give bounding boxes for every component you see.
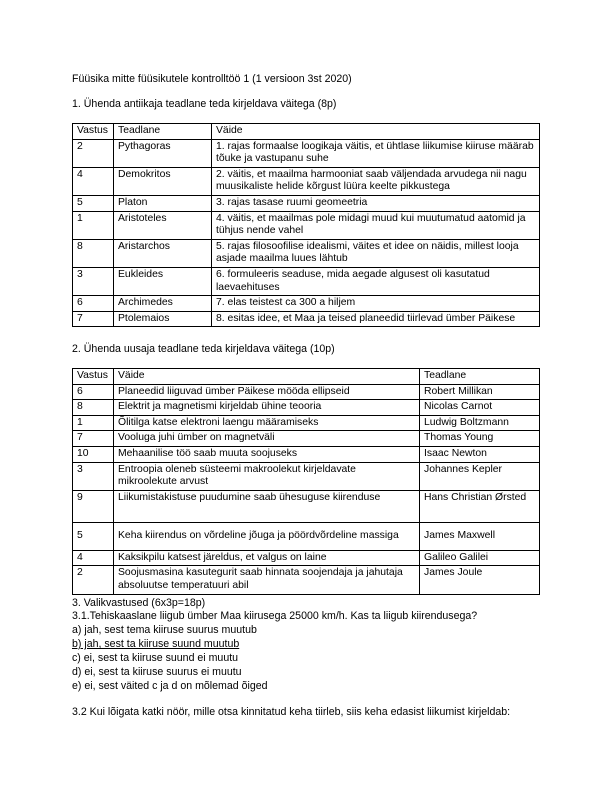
answer-cell: 8 <box>73 239 114 267</box>
table-row <box>73 267 540 295</box>
answer-option: a) jah, sest tema kiiruse suurus muutub <box>72 624 257 636</box>
scientist-cell: Thomas Young <box>420 431 540 447</box>
claim-cell: 3. rajas tasase ruumi geomeetria <box>212 195 540 211</box>
scientist-cell: Aristoteles <box>114 211 212 239</box>
table-row <box>73 211 540 239</box>
scientist-cell: Archimedes <box>114 296 212 312</box>
scientist-cell: James Joule <box>420 566 540 594</box>
table-row <box>73 490 540 522</box>
claim-cell: Mehaanilise töö saab muuta soojuseks <box>114 446 420 462</box>
scientist-cell: Galileo Galilei <box>420 550 540 566</box>
answer-cell: 7 <box>73 311 114 327</box>
section2-table <box>72 368 540 595</box>
claim-cell: 2. väitis, et maailma harmooniat saab väljendada arvudega nii nagu muusikaliste helide kõrgust lüüra keelte pikkustega <box>212 167 540 195</box>
table-row <box>73 139 540 167</box>
section3-heading: 3. Valikvastused (6x3p=18p) <box>72 597 206 609</box>
scientist-cell: Platon <box>114 195 212 211</box>
scientist-cell: Robert Millikan <box>420 384 540 400</box>
scientist-cell: Eukleides <box>114 267 212 295</box>
table-row <box>73 400 540 416</box>
table-header-row <box>73 369 540 385</box>
answer-option: d) ei, sest ta kiiruse suurus ei muutu <box>72 666 242 678</box>
section1-table <box>72 123 540 327</box>
table-row <box>73 311 540 327</box>
claim-cell: 5. rajas filosoofilise idealismi, väites et idee on näidis, millest looja asjade maailma luues lähtub <box>212 239 540 267</box>
answer-cell: 3 <box>73 462 114 490</box>
scientist-cell: Isaac Newton <box>420 446 540 462</box>
column-header: Väide <box>114 369 420 385</box>
table-row <box>73 550 540 566</box>
scientist-cell: Nicolas Carnot <box>420 400 540 416</box>
answer-cell: 4 <box>73 167 114 195</box>
answer-cell: 9 <box>73 490 114 522</box>
question-3-2: 3.2 Kui lõigata katki nöör, mille otsa kinnitatud keha tiirleb, siis keha edasist liikumist kirjeldab: <box>72 706 511 718</box>
column-header: Väide <box>212 124 540 140</box>
answer-option: c) ei, sest ta kiiruse suund ei muutu <box>72 652 239 664</box>
table-row <box>73 239 540 267</box>
document-title: Füüsika mitte füüsikutele kontrolltöö 1 (1 versioon 3st 2020) <box>72 73 352 85</box>
scientist-cell: Ptolemaios <box>114 311 212 327</box>
claim-cell: Elektrit ja magnetismi kirjeldab ühine teooria <box>114 400 420 416</box>
answer-cell: 2 <box>73 139 114 167</box>
question-3-1: 3.1.Tehiskaaslane liigub ümber Maa kiirusega 25000 km/h. Kas ta liigub kiirendusega? <box>72 610 478 622</box>
answer-cell: 7 <box>73 431 114 447</box>
section1-heading: 1. Ühenda antiikaja teadlane teda kirjeldava väitega (8p) <box>72 98 337 110</box>
table-row <box>73 462 540 490</box>
scientist-cell: Aristarchos <box>114 239 212 267</box>
claim-cell: Soojusmasina kasutegurit saab hinnata soojendaja ja jahutaja absoluutse temperatuuri abil <box>114 566 420 594</box>
claim-cell: Vooluga juhi ümber on magnetväli <box>114 431 420 447</box>
answer-cell: 5 <box>73 522 114 550</box>
table-row <box>73 415 540 431</box>
answer-option: e) ei, sest väited c ja d on mõlemad õiged <box>72 680 268 692</box>
claim-cell: 4. väitis, et maailmas pole midagi muud kui muutumatud aatomid ja tühjus nende vahel <box>212 211 540 239</box>
scientist-cell: Hans Christian Ørsted <box>420 490 540 522</box>
table-row <box>73 167 540 195</box>
table-header-row <box>73 124 540 140</box>
table-row <box>73 522 540 550</box>
answer-option-selected: b) jah, sest ta kiiruse suund muutub <box>72 638 240 650</box>
claim-cell: 8. esitas idee, et Maa ja teised planeedid tiirlevad ümber Päikese <box>212 311 540 327</box>
answer-cell: 1 <box>73 415 114 431</box>
claim-cell: Planeedid liiguvad ümber Päikese mööda ellipseid <box>114 384 420 400</box>
claim-cell: 1. rajas formaalse loogikaja väitis, et ühtlase liikumise kiiruse määrab tõuke ja vastupanu suhe <box>212 139 540 167</box>
scientist-cell: Pythagoras <box>114 139 212 167</box>
scientist-cell: James Maxwell <box>420 522 540 550</box>
answer-cell: 5 <box>73 195 114 211</box>
table-row <box>73 195 540 211</box>
scientist-cell: Johannes Kepler <box>420 462 540 490</box>
table-row <box>73 384 540 400</box>
claim-cell: Entroopia oleneb süsteemi makroolekut kirjeldavate mikroolekute arvust <box>114 462 420 490</box>
table-row <box>73 566 540 594</box>
table-row <box>73 431 540 447</box>
answer-cell: 6 <box>73 384 114 400</box>
answer-cell: 6 <box>73 296 114 312</box>
answer-cell: 1 <box>73 211 114 239</box>
claim-cell: 6. formuleeris seaduse, mida aegade algusest oli kasutatud laevaehituses <box>212 267 540 295</box>
scientist-cell: Demokritos <box>114 167 212 195</box>
column-header: Teadlane <box>420 369 540 385</box>
column-header: Vastus <box>73 369 114 385</box>
table-row <box>73 446 540 462</box>
claim-cell: Keha kiirendus on võrdeline jõuga ja pöördvõrdeline massiga <box>114 522 420 550</box>
section2-heading: 2. Ühenda uusaja teadlane teda kirjeldava väitega (10p) <box>72 343 335 355</box>
table-row <box>73 296 540 312</box>
column-header: Teadlane <box>114 124 212 140</box>
answer-cell: 2 <box>73 566 114 594</box>
scientist-cell: Ludwig Boltzmann <box>420 415 540 431</box>
claim-cell: Liikumistakistuse puudumine saab ühesuguse kiirenduse <box>114 490 420 522</box>
answer-cell: 4 <box>73 550 114 566</box>
claim-cell: Õlitilga katse elektroni laengu määramiseks <box>114 415 420 431</box>
answer-cell: 10 <box>73 446 114 462</box>
answer-cell: 8 <box>73 400 114 416</box>
claim-cell: Kaksikpilu katsest järeldus, et valgus on laine <box>114 550 420 566</box>
answer-cell: 3 <box>73 267 114 295</box>
column-header: Vastus <box>73 124 114 140</box>
claim-cell: 7. elas teistest ca 300 a hiljem <box>212 296 540 312</box>
